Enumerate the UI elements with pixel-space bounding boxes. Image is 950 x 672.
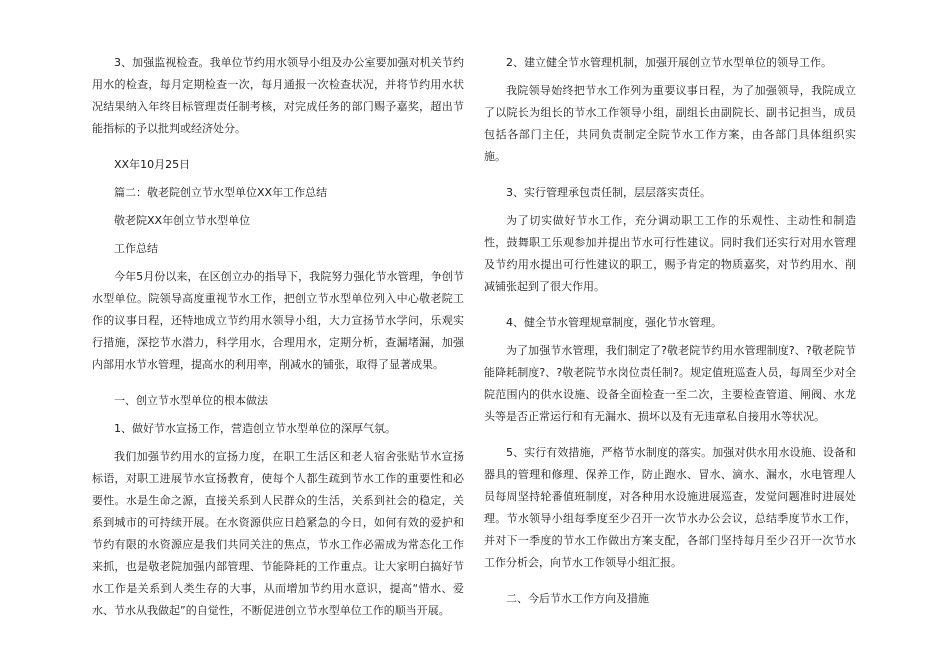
date-line: XX年10月25日 [114,158,191,171]
article-two-title: 篇二：敬老院创立节水型单位XX年工作总结 [114,186,328,199]
paragraph-responsibility: 为了切实做好节水工作，充分调动职工工作的乐观性、主动性和制造性，鼓舞职工乐观参加并提出节水可行性建议。同时我们还实行对用水管理及节约用水提出可行性建议的职工，赐予肯定的物质嘉奖，对节约用水、削减铺张起到了很大作用。 [484,214,856,293]
paragraph-leadership: 我院领导始终把节水工作列为重要议事日程，为了加强领导，我院成立了以院长为组长的节水工作领导小组，副组长由副院长、副书记担当，成员包括各部门主任，共同负责制定全院节水工作方案，由各部门具体组织实施。 [484,84,856,163]
item-three-heading: 3、实行管理承包责任制，层层落实责任。 [506,186,711,199]
item-one-heading: 1、做好节水宣扬工作，营造创立节水型单位的深厚气氛。 [114,422,396,435]
item-four-heading: 4、健全节水管理规章制度，强化节水管理。 [506,316,722,329]
section-one-heading: 一、创立节水型单位的根本做法 [114,394,268,407]
report-subheading: 工作总结 [114,242,158,255]
paragraph-regulations: 为了加强节水管理，我们制定了?敬老院节约用水管理制度?、?敬老院节能降耗制度?、?敬老院节水岗位责任制?。规定值班巡查人员，每周至少对全院范围内的供水设施、设备全面检查一至二次，主要检查管道、闸阀、水龙头等是否正常运行和有无漏水、损坏以及有无违章私自接用水等状况。 [484,344,856,423]
paragraph-supervision: 3、加强监视检查。我单位节约用水领导小组及办公室要加强对机关节约用水的检查，每月定期检查一次，每月通报一次检查状况，并将节约用水状况结果纳入年终目标管理责任制考核，对完成任务的部门赐予嘉奖，超出节能指标的予以批判或经济处分。 [92,56,464,135]
section-two-heading: 二、今后节水工作方向及措施 [506,592,649,605]
paragraph-intro: 今年5月份以来，在区创立办的指导下，我院努力强化节水管理，争创节水型单位。院领导高度重视节水工作，把创立节水型单位列入中心敬老院工作的议事日程，还特地成立节约用水领导小组，大力宣扬节水学问，乐观实行措施，深挖节水潜力，科学用水，合理用水，定期分析，查漏堵漏，加强内部用水节水管理，提高水的利用率，削减水的铺张，取得了显著成果。 [92,270,464,371]
right-column [484,52,856,622]
left-column [92,52,464,634]
item-two-heading: 2、建立健全节水管理机制，加强开展创立节水型单位的领导工作。 [506,56,832,69]
paragraph-measures: 5、实行有效措施，严格节水制度的落实。加强对供水用水设施、设备和器具的管理和修理、保养工作，防止跑水、冒水、滴水、漏水，水电管理人员每周坚持轮番值班制度，对各种用水设施进展巡查，发觉问题准时进展处理。节水领导小组每季度至少召开一次节水办公会议，总结季度节水工作，并对下一季度的节水工作做出方案支配，各部门坚持每月至少召开一次节水工作分析会，向节水工作领导小组汇报。 [484,446,856,569]
paragraph-publicity: 我们加强节约用水的宣扬力度，在职工生活区和老人宿舍张贴节水宣扬标语，对职工进展节水宣扬教育，使每个人都生疏到节水工作的重要性和必要性。水是生命之源，直接关系到人民群众的生活，关系到社会的稳定，关系到城市的可持续开展。在水资源供应日趋紧急的今日，如何有效的爱护和节约有限的水资源应是我们共同关注的焦点，节水工作必需成为常态化工作来抓，也是敬老院加强内部管理、节能降耗的工作重点。让大家明白搞好节水工作是关系到人类生存的大事，从而增加节约用水意识，提高“惜水、爱水、节水从我做起”的自觉性，不断促进创立节水型单位工作的顺当开展。 [92,450,464,617]
report-heading: 敬老院XX年创立节水型单位 [114,214,251,227]
